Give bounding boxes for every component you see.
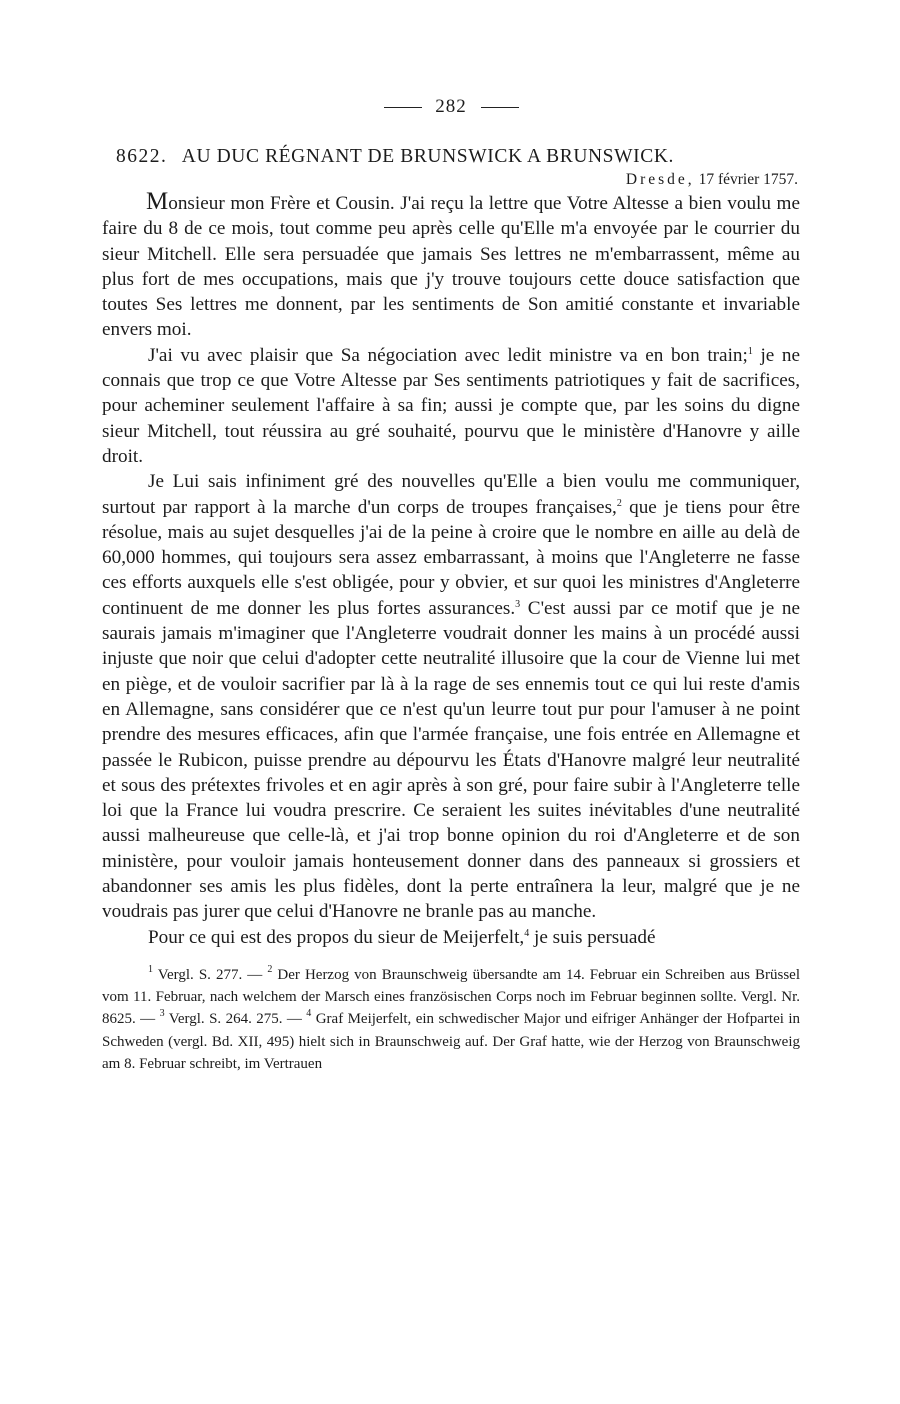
- letter-number: 8622.: [116, 146, 168, 167]
- paragraph-text: Pour ce qui est des propos du sieur de Meijerfelt,: [148, 926, 525, 948]
- paragraph-text: C'est aussi par ce motif que je ne saurais jamais m'imaginer que l'Angleterre voudrait donner les mains à un procédé aussi injuste que noir que celui d'adopter cette neutralité illusoire que la cour de Vienne lui met en piège, et de vouloir sacrifier par là à la rage de ses ennemis tout ce qui lui reste d'amis en Allemagne, sans considérer que ce n'est qu'un leurre tout pur pour l'amuser à ne point prendre des mesures efficaces, afin que l'armée française, une fois entrée en Allemagne et passée le Rubicon, puisse prendre au dépourvu les États d'Hanovre malgré leur neutralité et sous des prétextes frivoles et en agir après à son gré, pour faire subir à l'Angleterre telle loi que la France lui voudra prescrire. Ce seraient les suites inévitables d'une neutralité aussi malheureuse que celle-là, et j'ai trop bonne opinion du roi d'Angleterre et de son ministère, pour vouloir jamais honteusement donner dans des panneaux si grossiers et abandonner ses amis les plus fidèles, dont la perte entraînera la leur, malgré que je ne voudrais pas jurer que celui d'Hanovre ne branle pas au manche.: [102, 597, 800, 923]
- footnote-ref: 3: [515, 598, 521, 610]
- paragraph-text: je ne connais que trop ce que Votre Altesse par Ses sentiments patriotiques y fait de sacrifices, pour acheminer seulement l'affaire à sa fin; aussi je compte que, par les soins du digne sieur Mitchell, tout réussira au gré souhaité, pourvu que le ministère d'Hanovre y aille droit.: [102, 344, 800, 467]
- document-page: [102, 96, 800, 1075]
- paragraph-text: Je Lui sais infiniment gré des nouvelles qu'Elle a bien voulu me communiquer, surtout par rapport à la marche d'un corps de troupes françaises,: [102, 471, 800, 518]
- footnote-ref: 4: [524, 927, 530, 939]
- footnotes: [102, 964, 800, 1075]
- footnote-marker: 2: [267, 963, 273, 975]
- running-header: [102, 96, 800, 126]
- header-rule-right: [481, 107, 519, 108]
- dateline: [102, 171, 798, 189]
- letter-body: [102, 189, 800, 950]
- dateline-place: Dresde,: [625, 171, 695, 188]
- paragraph-3: [102, 469, 800, 924]
- dateline-date: 17 février 1757.: [698, 171, 798, 188]
- footnote-marker: 3: [159, 1008, 165, 1020]
- paragraph-4: [102, 925, 800, 950]
- footnote-ref: 1: [747, 345, 753, 357]
- paragraph-1: [102, 189, 800, 343]
- letter-heading: [102, 146, 800, 168]
- page-number: 282: [435, 96, 467, 117]
- footnote-2: Der Herzog von Braunschweig übersandte am 14. Februar ein Schreiben aus Brüssel vom 11. Februar, nach welchem der Marsch eines französischen Corps noch im Februar beginnen sollte. Vergl. Nr. 8625. —: [102, 966, 800, 1028]
- footnote-3: Vergl. S. 264. 275. —: [164, 1011, 307, 1028]
- paragraph-text: je suis persuadé: [529, 926, 656, 948]
- footnote-marker: 4: [306, 1008, 312, 1020]
- paragraph-2: [102, 343, 800, 469]
- header-rule-left: [384, 107, 422, 108]
- footnote-ref: 2: [616, 497, 622, 509]
- paragraph-text: que je tiens pour être résolue, mais au sujet desquelles j'ai de la peine à croire que le nombre en aille au delà de 60,000 hommes, qui toujours sera assez embarrassant, à moins que l'Angleterre ne fasse ces efforts auxquels elle s'est obligée, pour y obvier, et sur quoi les ministres d'Angleterre continuent de me donner les plus fortes assurances.: [102, 496, 800, 619]
- footnote-4: Graf Meijerfelt, ein schwedischer Major und eifriger Anhänger der Hofpartei in Schweden (vergl. Bd. XII, 495) hielt sich in Braunschweig auf. Der Graf hatte, wie der Herzog von Braunschweig am 8. Februar schreibt, im Vertrauen: [102, 1011, 800, 1072]
- footnote-1: Vergl. S. 277. —: [153, 966, 268, 983]
- letter-title: AU DUC RÉGNANT DE BRUNSWICK A BRUNSWICK.: [181, 146, 674, 167]
- footnote-text: [102, 964, 800, 1075]
- footnote-marker: 1: [148, 963, 153, 975]
- paragraph-text: J'ai vu avec plaisir que Sa négociation avec ledit ministre va en bon train;: [148, 344, 748, 366]
- paragraph-text: Monsieur mon Frère et Cousin. J'ai reçu la lettre que Votre Altesse a bien voulu me faire du 8 de ce mois, tout comme peu après celle qu'Elle m'a envoyée par le courrier du sieur Mitchell. Elle sera persuadée que jamais Ses lettres ne m'embarrassent, même au plus fort de mes occupations, mais que j'y trouve toujours cette douce satisfaction que toutes Ses lettres me donnent, par les sentiments de Son amitié constante et invariable envers moi.: [102, 188, 800, 341]
